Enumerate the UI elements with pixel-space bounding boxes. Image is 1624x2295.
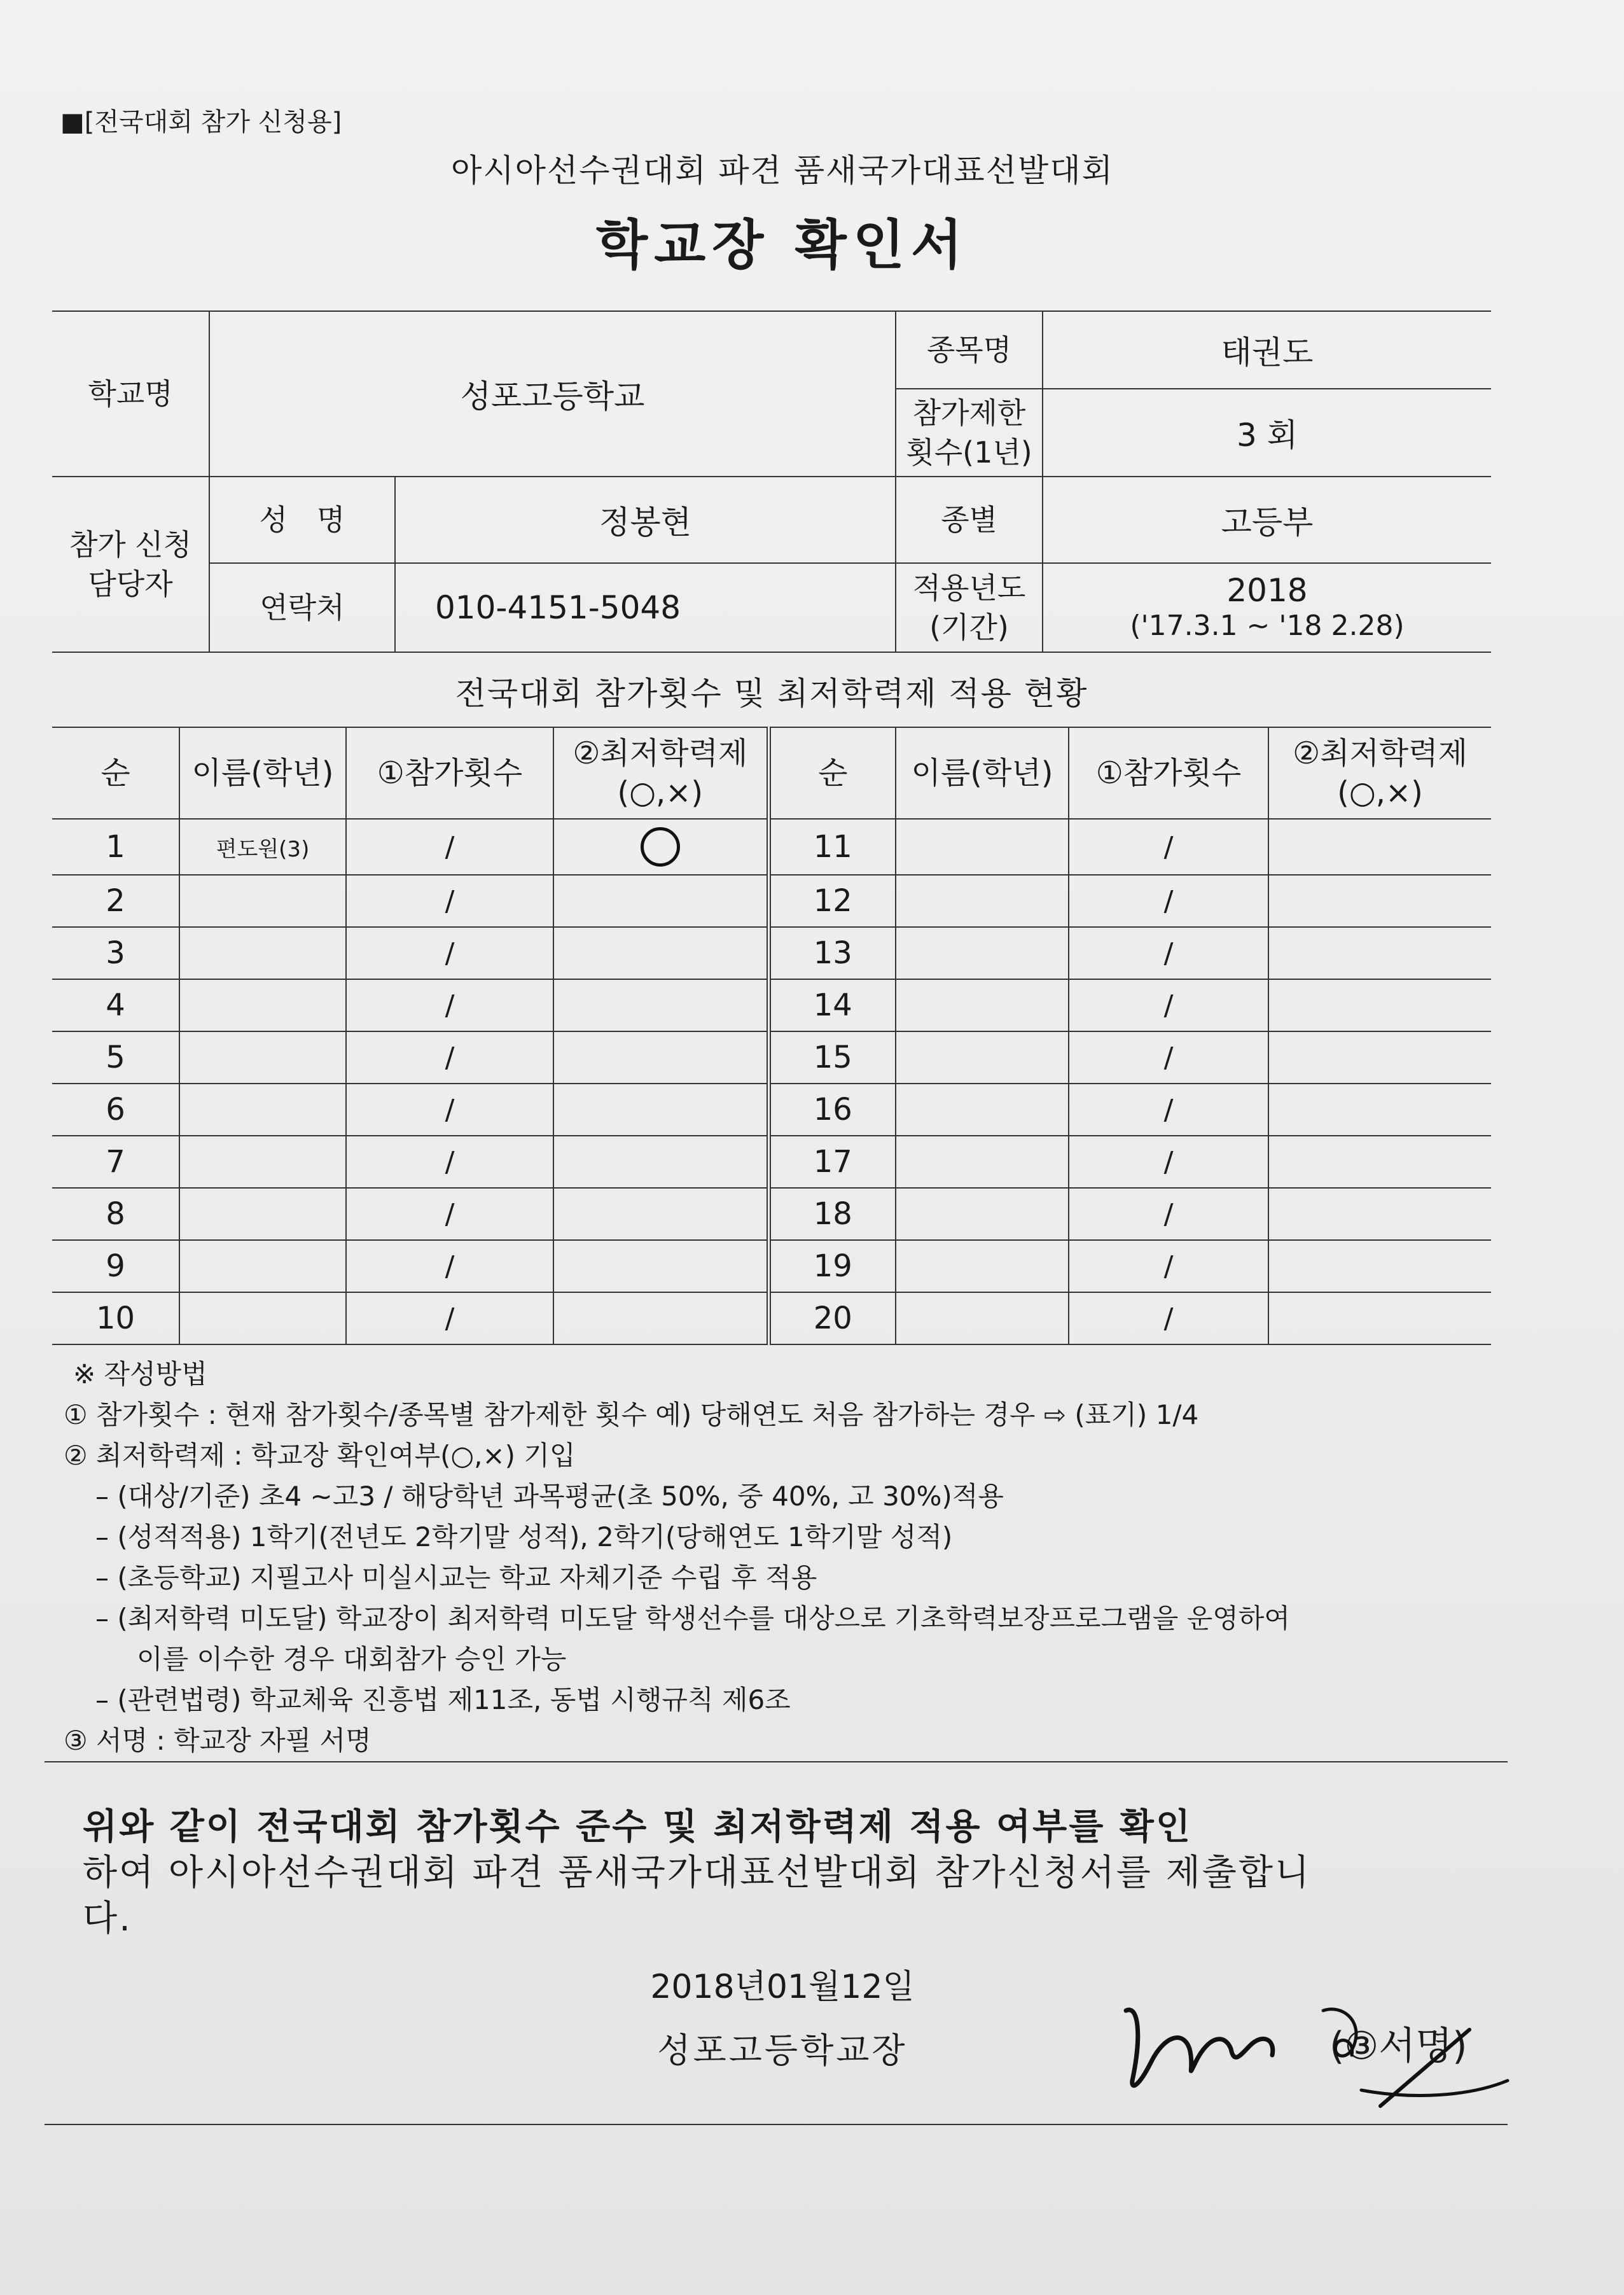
row-count-2: /: [1069, 819, 1268, 875]
row-count-2: /: [1069, 1136, 1268, 1188]
row-name-2: [896, 1292, 1069, 1344]
col-no-2: 순: [768, 727, 896, 819]
row-min: [553, 1136, 768, 1188]
guide-item: ③ 서명 : 학교장 자필 서명: [64, 1725, 371, 1756]
table-row: [52, 927, 1491, 979]
row-count-2: /: [1069, 927, 1268, 979]
limit-label: 참가제한 횟수(1년): [896, 389, 1043, 477]
row-name-2: [896, 1188, 1069, 1240]
row-min: [553, 1031, 768, 1084]
name-value: 정봉현: [395, 477, 896, 563]
writing-guide: [64, 1354, 1495, 1761]
row-name: [179, 1292, 346, 1344]
guide-heading: ※ 작성방법: [73, 1358, 207, 1390]
row-count-2: /: [1069, 1084, 1268, 1136]
row-name-2: [896, 1084, 1069, 1136]
row-min: [553, 875, 768, 927]
row-count: /: [346, 875, 553, 927]
table-row: [52, 819, 1491, 875]
row-name: [179, 1188, 346, 1240]
row-no: 7: [52, 1136, 179, 1188]
guide-item: ① 참가횟수 : 현재 참가횟수/종목별 참가제한 횟수 예) 당해연도 처음 참가하는 경우 ⇨ (표기) 1/4: [64, 1399, 1199, 1430]
row-name: 편도원(3): [179, 819, 346, 875]
row-no-2: 14: [768, 979, 896, 1031]
division-value: 고등부: [1043, 477, 1491, 563]
row-no-2: 17: [768, 1136, 896, 1188]
row-name: [179, 875, 346, 927]
row-no: 8: [52, 1188, 179, 1240]
row-min-2: [1268, 819, 1491, 875]
row-count-2: /: [1069, 1292, 1268, 1344]
school-label: 학교명: [52, 311, 209, 477]
row-no-2: 12: [768, 875, 896, 927]
col-no: 순: [52, 727, 179, 819]
row-no: 9: [52, 1240, 179, 1292]
year-cell: [1043, 563, 1491, 652]
confirmation-line: 위와 같이 전국대회 참가횟수 준수 및 최저학력제 적용 여부를 확인: [83, 1806, 1193, 1848]
confirmation-line: 하여 아시아선수권대회 파견 품새국가대표선발대회 참가신청서를 제출합니: [83, 1852, 1312, 1894]
row-min: [553, 1084, 768, 1136]
row-no-2: 13: [768, 927, 896, 979]
status-section-title: 전국대회 참가횟수 및 최저학력제 적용 현황: [455, 675, 1088, 712]
row-name-2: [896, 819, 1069, 875]
guide-item: 이를 이수한 경우 대회참가 승인 가능: [137, 1643, 567, 1675]
table-row: [52, 875, 1491, 927]
row-count: /: [346, 1240, 553, 1292]
issue-date: 2018년01월12일: [650, 1968, 915, 2006]
row-no-2: 11: [768, 819, 896, 875]
guide-item: ② 최저학력제 : 학교장 확인여부(○,×) 기입: [64, 1440, 576, 1471]
row-name-2: [896, 1136, 1069, 1188]
col-name: 이름(학년): [179, 727, 346, 819]
row-count-2: /: [1069, 875, 1268, 927]
row-count: /: [346, 1136, 553, 1188]
row-name: [179, 979, 346, 1031]
row-no: 4: [52, 979, 179, 1031]
row-min: [553, 1240, 768, 1292]
row-min-2: [1268, 1031, 1491, 1084]
row-count: /: [346, 1031, 553, 1084]
col-min-2: ②최저학력제 (○,×): [1268, 727, 1491, 819]
year-period: ('17.3.1 ~ '18 2.28): [1130, 610, 1405, 642]
row-no: 10: [52, 1292, 179, 1344]
table-row: [52, 1084, 1491, 1136]
row-name: [179, 1031, 346, 1084]
contact-value: 010-4151-5048: [395, 563, 896, 652]
row-no-2: 15: [768, 1031, 896, 1084]
row-min-2: [1268, 1136, 1491, 1188]
row-count: /: [346, 1292, 553, 1344]
limit-value: 3 회: [1043, 389, 1491, 477]
row-count: /: [346, 1084, 553, 1136]
row-name-2: [896, 1031, 1069, 1084]
row-min-2: [1268, 979, 1491, 1031]
contact-label: 연락처: [209, 563, 395, 652]
row-min: [553, 927, 768, 979]
row-name: [179, 1240, 346, 1292]
event-label: 종목명: [896, 311, 1043, 389]
guide-item: – (성적적용) 1학기(전년도 2학기말 성적), 2학기(당해연도 1학기말 성적): [95, 1521, 953, 1552]
document-subtitle: 아시아선수권대회 파견 품새국가대표선발대회: [451, 152, 1114, 189]
row-count: /: [346, 927, 553, 979]
table-row: [52, 1292, 1491, 1344]
table-row: [52, 1136, 1491, 1188]
status-rows: [52, 819, 1491, 1344]
row-min-2: [1268, 1084, 1491, 1136]
row-name-2: [896, 927, 1069, 979]
row-no-2: 19: [768, 1240, 896, 1292]
row-min-2: [1268, 1240, 1491, 1292]
row-name-2: [896, 875, 1069, 927]
status-table: [52, 727, 1491, 1345]
row-min: [553, 979, 768, 1031]
row-name-2: [896, 1240, 1069, 1292]
row-no-2: 16: [768, 1084, 896, 1136]
year-value: 2018: [1226, 572, 1308, 609]
table-row: [52, 979, 1491, 1031]
event-value: 태권도: [1043, 311, 1491, 389]
row-min-2: [1268, 927, 1491, 979]
row-no: 1: [52, 819, 179, 875]
confirmation-line: 다.: [83, 1898, 132, 1939]
signature-label: (③서명): [1329, 2024, 1468, 2068]
guide-item: – (최저학력 미도달) 학교장이 최저학력 미도달 학생선수를 대상으로 기초학력보장프로그램을 운영하여: [95, 1603, 1290, 1634]
col-count: ①참가횟수: [346, 727, 553, 819]
row-min: [553, 1292, 768, 1344]
row-count-2: /: [1069, 1031, 1268, 1084]
year-label: 적용년도 (기간): [896, 563, 1043, 652]
row-count: /: [346, 1188, 553, 1240]
row-no: 6: [52, 1084, 179, 1136]
info-table: [52, 310, 1491, 653]
row-min: [553, 819, 768, 875]
row-name: [179, 1136, 346, 1188]
row-count-2: /: [1069, 1188, 1268, 1240]
circle-mark-icon: [641, 827, 680, 867]
guide-item: – (대상/기준) 초4 ~고3 / 해당학년 과목평균(초 50%, 중 40%, 고 30%)적용: [95, 1481, 1004, 1512]
row-no: 5: [52, 1031, 179, 1084]
col-min: ②최저학력제 (○,×): [553, 727, 768, 819]
row-name: [179, 1084, 346, 1136]
row-min-2: [1268, 1292, 1491, 1344]
table-row: [52, 1031, 1491, 1084]
form-tag: ■[전국대회 참가 신청용]: [60, 108, 342, 137]
row-name-2: [896, 979, 1069, 1031]
row-no: 2: [52, 875, 179, 927]
table-row: [52, 1240, 1491, 1292]
row-min-2: [1268, 1188, 1491, 1240]
applicant-label: 참가 신청 담당자: [52, 477, 209, 652]
handwritten-signature: [1113, 1985, 1520, 2112]
division-label: 종별: [896, 477, 1043, 563]
school-value: 성포고등학교: [209, 311, 896, 477]
row-min: [553, 1188, 768, 1240]
divider: [45, 1761, 1508, 1762]
row-no-2: 20: [768, 1292, 896, 1344]
row-count: /: [346, 819, 553, 875]
row-count: /: [346, 979, 553, 1031]
row-count-2: /: [1069, 979, 1268, 1031]
guide-item: – (관련법령) 학교체육 진흥법 제11조, 동법 시행규칙 제6조: [95, 1684, 791, 1715]
row-count-2: /: [1069, 1240, 1268, 1292]
name-label: 성 명: [209, 477, 395, 563]
row-min-2: [1268, 875, 1491, 927]
row-name: [179, 927, 346, 979]
guide-item: – (초등학교) 지필고사 미실시교는 학교 자체기준 수립 후 적용: [95, 1562, 817, 1593]
table-row: [52, 1188, 1491, 1240]
col-count-2: ①참가횟수: [1069, 727, 1268, 819]
document-title: 학교장 확인서: [595, 214, 969, 276]
bottom-divider: [45, 2124, 1508, 2125]
confirmation-text: [83, 1804, 1482, 1942]
col-name-2: 이름(학년): [896, 727, 1069, 819]
signer-name: 성포고등학교장: [657, 2030, 908, 2070]
row-no: 3: [52, 927, 179, 979]
row-no-2: 18: [768, 1188, 896, 1240]
